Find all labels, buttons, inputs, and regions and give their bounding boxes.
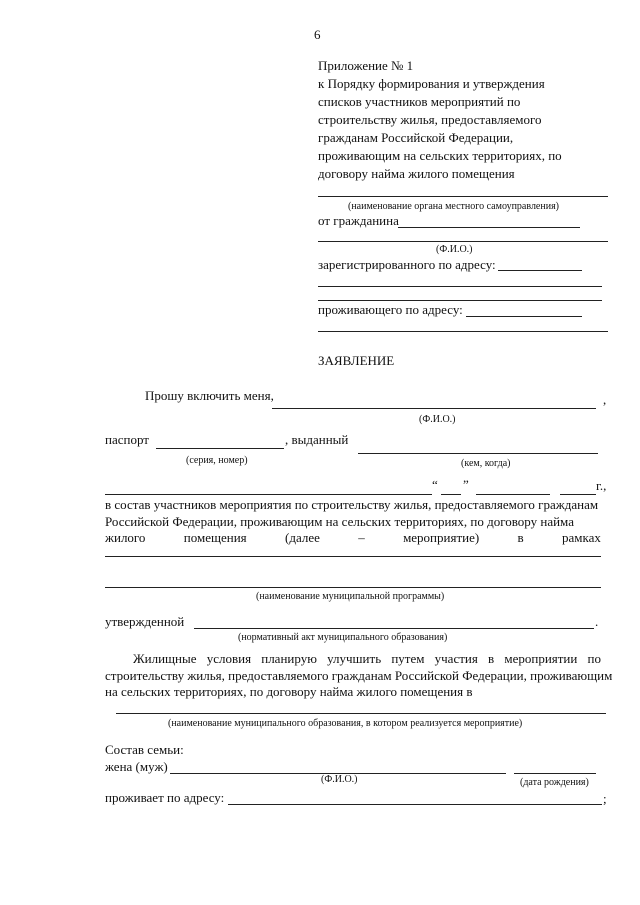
paragraph-last-line	[105, 530, 601, 545]
spouse-birth-line[interactable]	[514, 773, 596, 774]
paragraph-line: Российской Федерации, проживающим на сельских территориях, по договору найма	[105, 514, 574, 529]
spouse-address-line[interactable]	[228, 804, 602, 805]
page-number: 6	[314, 27, 321, 42]
appendix-title: Приложение № 1	[318, 58, 414, 73]
registered-address-line[interactable]	[498, 270, 582, 271]
registered-address-line-2[interactable]	[318, 286, 602, 287]
spouse-address-label: проживает по адресу:	[105, 790, 225, 805]
issuer-caption: (кем, когда)	[461, 458, 511, 469]
issue-day-line[interactable]	[441, 494, 461, 495]
family-title: Состав семьи:	[105, 742, 184, 757]
from-citizen-label: от гражданина	[318, 213, 399, 228]
passport-number-line[interactable]	[156, 448, 284, 449]
appendix-line: гражданам Российской Федерации,	[318, 130, 514, 145]
approving-act-line[interactable]	[194, 628, 594, 629]
municipality-line[interactable]	[116, 713, 606, 714]
appendix-line: проживающим на сельских территориях, по	[318, 148, 562, 163]
citizen-name-line-2[interactable]	[318, 241, 608, 242]
passport-label: паспорт	[105, 432, 149, 447]
word: (далее	[285, 530, 320, 545]
issue-month-line[interactable]	[476, 494, 550, 495]
citizen-name-line[interactable]	[398, 227, 580, 228]
quote-open: “	[432, 477, 438, 492]
statement-title: ЗАЯВЛЕНИЕ	[318, 353, 395, 368]
registered-address-label: зарегистрированного по адресу:	[318, 257, 496, 272]
living-address-line-2[interactable]	[318, 331, 608, 332]
word: рамках	[562, 530, 601, 545]
living-address-label: проживающего по адресу:	[318, 302, 463, 317]
program-line-2[interactable]	[105, 587, 601, 588]
program-line[interactable]	[105, 556, 601, 557]
issuer-line-2[interactable]	[105, 494, 432, 495]
word: помещения	[183, 530, 247, 545]
request-start: Прошу включить меня,	[145, 388, 274, 403]
approved-period: .	[595, 614, 599, 629]
appendix-line: списков участников мероприятий по	[318, 94, 521, 109]
living-address-line[interactable]	[466, 316, 582, 317]
issue-year-line[interactable]	[560, 494, 596, 495]
housing-line: строительству жилья, предоставляемого гражданам Российской Федерации, проживающим	[105, 668, 613, 683]
appendix-line: договору найма жилого помещения	[318, 166, 515, 181]
series-caption: (серия, номер)	[186, 455, 248, 466]
applicant-fio-caption: (Ф.И.О.)	[419, 414, 456, 425]
word: мероприятие)	[403, 530, 480, 545]
appendix-line: строительству жилья, предоставляемого	[318, 112, 542, 127]
applicant-name-line[interactable]	[272, 408, 596, 409]
passport-issuer-line[interactable]	[358, 453, 598, 454]
authority-name-caption: (наименование органа местного самоуправления)	[348, 201, 560, 212]
spouse-birth-caption: (дата рождения)	[520, 777, 589, 788]
housing-last-line: на сельских территориях, по договору найма жилого помещения в	[105, 684, 473, 699]
citizen-fio-caption: (Ф.И.О.)	[436, 244, 473, 255]
appendix-line: к Порядку формирования и утверждения	[318, 76, 545, 91]
authority-name-line[interactable]	[318, 196, 608, 197]
spouse-address-semicolon: ;	[603, 791, 607, 806]
word: в	[517, 530, 524, 545]
quote-close: ”	[463, 477, 469, 492]
word: жилого	[105, 530, 146, 545]
housing-line: Жилищные условия планирую улучшить путем участия в мероприятии по	[133, 651, 601, 666]
act-caption: (нормативный акт муниципального образования)	[238, 632, 448, 643]
issued-label: , выданный	[285, 432, 349, 447]
word: –	[358, 530, 365, 545]
request-comma: ,	[603, 392, 607, 407]
municipality-caption: (наименование муниципального образования, в котором реализуется мероприятие)	[168, 718, 523, 729]
spouse-fio-caption: (Ф.И.О.)	[321, 774, 358, 785]
year-suffix: г.,	[596, 478, 607, 493]
registered-address-line-3[interactable]	[318, 300, 602, 301]
paragraph-line: в состав участников мероприятия по строительству жилья, предоставляемого гражданам	[105, 497, 599, 512]
approved-label: утвержденной	[105, 614, 185, 629]
spouse-label: жена (муж)	[105, 759, 168, 774]
program-caption: (наименование муниципальной программы)	[256, 591, 445, 602]
